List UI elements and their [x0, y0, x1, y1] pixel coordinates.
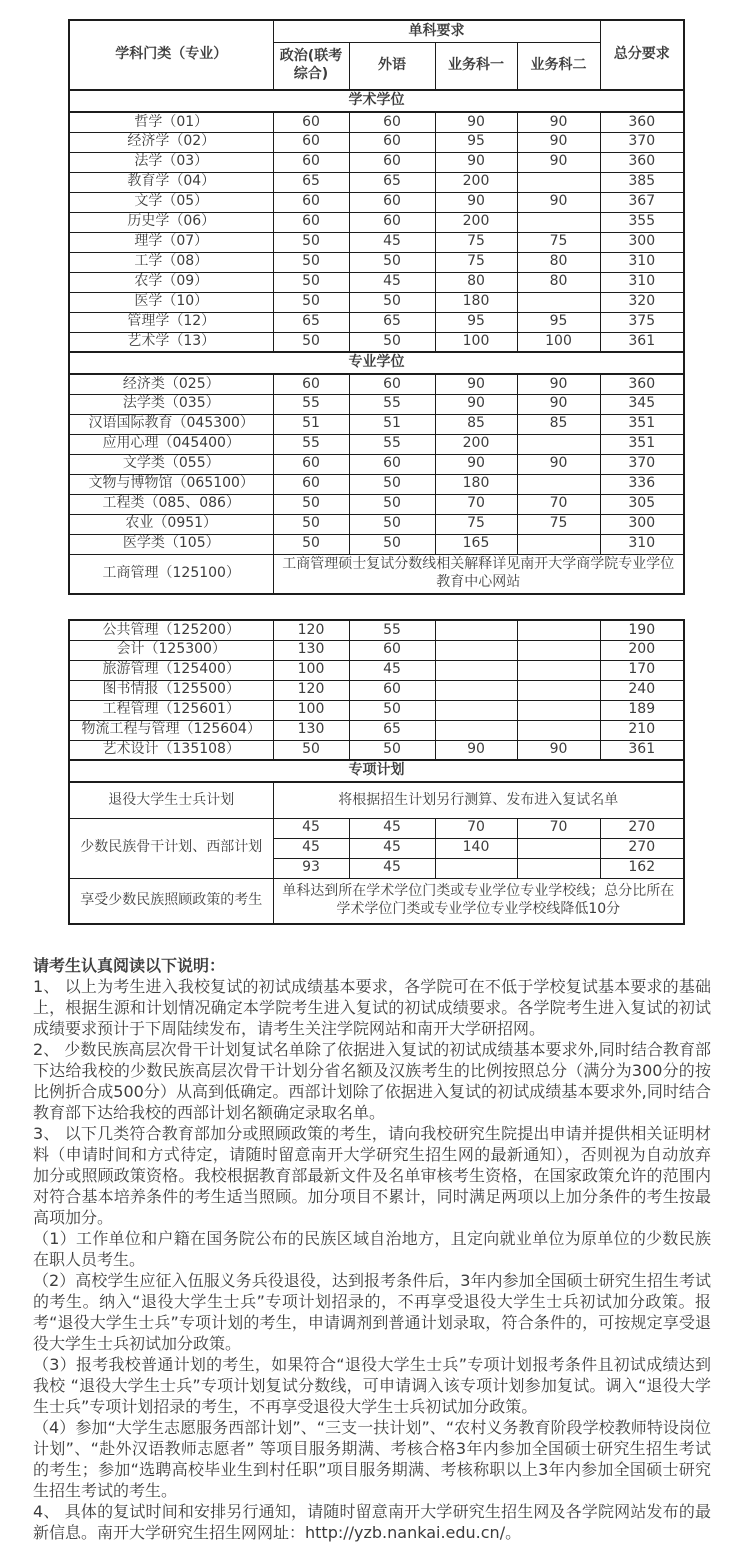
score-cell: 65: [349, 720, 435, 740]
score-cell: [435, 620, 517, 640]
table-row: [69, 394, 684, 414]
section-title: 专项计划: [69, 760, 684, 782]
score-cell: 50: [349, 494, 435, 514]
score-cell: 90: [435, 192, 517, 212]
score-cell: 80: [517, 272, 600, 292]
score-cell: 336: [600, 474, 684, 494]
score-cell: [517, 640, 600, 660]
table-row: [69, 720, 684, 740]
score-cell: 100: [517, 332, 600, 352]
row-label: 文物与博物馆（065100）: [69, 474, 273, 494]
score-cell: 55: [349, 434, 435, 454]
row-label: 理学（07）: [69, 232, 273, 252]
score-cell: 361: [600, 332, 684, 352]
score-cell: 200: [435, 434, 517, 454]
notes-paragraphs: [33, 976, 711, 1543]
row-label: 艺术设计（135108）: [69, 740, 273, 760]
score-cell: 90: [435, 740, 517, 760]
score-cell: [517, 720, 600, 740]
table-row: [69, 252, 684, 272]
score-cell: 85: [435, 414, 517, 434]
score-cell: 85: [517, 414, 600, 434]
col-header-politics: 政治(联考综合): [273, 42, 349, 90]
score-cell: 93: [273, 858, 349, 878]
score-cell: 50: [273, 252, 349, 272]
score-cell: 90: [517, 740, 600, 760]
score-cell: 385: [600, 172, 684, 192]
score-cell: 50: [349, 534, 435, 554]
score-cell: 60: [349, 112, 435, 132]
score-cell: [517, 838, 600, 858]
score-cell: 100: [435, 332, 517, 352]
score-cell: 170: [600, 660, 684, 680]
score-cell: 162: [600, 858, 684, 878]
row-label: 法学（03）: [69, 152, 273, 172]
score-cell: 50: [273, 232, 349, 252]
score-cell: 50: [273, 272, 349, 292]
score-cell: [435, 858, 517, 878]
score-cell: 65: [273, 172, 349, 192]
table-row: [69, 534, 684, 554]
score-cell: 60: [349, 454, 435, 474]
score-cell: 90: [435, 374, 517, 394]
score-cell: 370: [600, 454, 684, 474]
score-cell: 60: [273, 132, 349, 152]
notes-title: 请考生认真阅读以下说明：: [33, 956, 226, 975]
row-label: 工程类（085、086）: [69, 494, 273, 514]
notes-section: [33, 955, 711, 1543]
table-row: [69, 494, 684, 514]
score-cell: 360: [600, 112, 684, 132]
table-row: [69, 878, 684, 924]
score-cell: 360: [600, 374, 684, 394]
section-title: 专业学位: [69, 352, 684, 374]
score-cell: 100: [273, 700, 349, 720]
score-cell: 60: [349, 640, 435, 660]
document-page: [0, 19, 744, 1543]
score-cell: [517, 858, 600, 878]
score-cell: 60: [273, 152, 349, 172]
score-cell: 50: [349, 474, 435, 494]
score-cell: 50: [349, 292, 435, 312]
row-label: 退役大学生士兵计划: [69, 782, 273, 818]
header-row-top: [69, 20, 684, 42]
row-label: 汉语国际教育（045300）: [69, 414, 273, 434]
table-row: [69, 312, 684, 332]
score-cell: 60: [349, 374, 435, 394]
table-row: [69, 700, 684, 720]
score-cell: 45: [349, 838, 435, 858]
row-label: 享受少数民族照顾政策的考生: [69, 878, 273, 924]
score-cell: 50: [349, 514, 435, 534]
score-cell: 55: [349, 394, 435, 414]
score-cell: 45: [349, 232, 435, 252]
score-cell: 60: [273, 474, 349, 494]
table-row: [69, 172, 684, 192]
score-cell: [517, 172, 600, 192]
table-row: [69, 740, 684, 760]
score-cell: 75: [517, 514, 600, 534]
row-label: 图书情报（125500）: [69, 680, 273, 700]
score-cell: 75: [517, 232, 600, 252]
score-cell: [517, 434, 600, 454]
score-cell: 90: [517, 132, 600, 152]
note-paragraph: 1、 以上为考生进入我校复试的初试成绩基本要求，各学院可在不低于学校复试基本要求的基础上，根据生源和计划情况确定本学院考生进入复试的初试成绩要求。各学院考生进入复试的初试成绩要求预计于下周陆续发布，请考生关注学院网站和南开大学研招网。: [33, 977, 711, 1038]
score-cell: 310: [600, 252, 684, 272]
row-label: 艺术学（13）: [69, 332, 273, 352]
score-cell: 70: [435, 494, 517, 514]
score-cell: [517, 212, 600, 232]
table-row: [69, 434, 684, 454]
table-row: [69, 620, 684, 640]
row-label: 少数民族骨干计划、西部计划: [69, 818, 273, 878]
row-label: 旅游管理（125400）: [69, 660, 273, 680]
row-label: 物流工程与管理（125604）: [69, 720, 273, 740]
score-cell: 80: [435, 272, 517, 292]
score-cell: 360: [600, 152, 684, 172]
table-row: [69, 212, 684, 232]
score-cell: 95: [517, 312, 600, 332]
score-cell: 270: [600, 838, 684, 858]
note-paragraph: （4）参加“大学生志愿服务西部计划”、“三支一扶计划”、“农村义务教育阶段学校教师特设岗位计划”、“赴外汉语教师志愿者” 等项目服务期满、考核合格3年内参加全国硕士研究生招生考试的考生；参加“选聘高校毕业生到村任职”项目服务期满、考核称职以上3年内参加全国硕士研究生招生考试的考生。: [33, 1418, 711, 1500]
score-cell: 180: [435, 292, 517, 312]
score-requirements-table: [68, 19, 685, 595]
score-cell: 300: [600, 514, 684, 534]
score-cell: 90: [435, 112, 517, 132]
score-cell: 305: [600, 494, 684, 514]
score-cell: 345: [600, 394, 684, 414]
table-row: [69, 332, 684, 352]
score-cell: 50: [349, 740, 435, 760]
score-cell: 65: [349, 312, 435, 332]
table-row: [69, 152, 684, 172]
row-label: 文学（05）: [69, 192, 273, 212]
score-cell: 70: [435, 818, 517, 838]
score-cell: 180: [435, 474, 517, 494]
note-cell: 将根据招生计划另行测算、发布进入复试名单: [273, 782, 684, 818]
note-paragraph: （2）高校学生应征入伍服义务兵役退役，达到报考条件后，3年内参加全国硕士研究生招生考试的考生。纳入“退役大学生士兵”专项计划招录的，不再享受退役大学生士兵初试加分政策。报考“退役大学生士兵”专项计划的考生，申请调剂到普通计划录取，符合条件的，可按规定享受退役大学生士兵初试加分政策。: [33, 1271, 711, 1353]
row-label: 教育学（04）: [69, 172, 273, 192]
score-cell: 45: [273, 838, 349, 858]
score-cell: 189: [600, 700, 684, 720]
score-cell: 90: [517, 152, 600, 172]
note-paragraph: （3）报考我校普通计划的考生，如果符合“退役大学生士兵”专项计划报考条件且初试成绩达到我校 “退役大学生士兵”专项计划复试分数线，可申请调入该专项计划参加复试。调入“退役大学生士兵”专项计划招录的考生，不再享受退役大学生士兵初试加分政策。: [33, 1355, 711, 1416]
score-cell: 60: [273, 192, 349, 212]
note-cell: 单科达到所在学术学位门类或专业学位专业学校线；总分比所在学术学位门类或专业学位专业学校线降低10分: [273, 878, 684, 924]
table-row: [69, 818, 684, 838]
score-cell: 60: [273, 454, 349, 474]
score-cell: 200: [600, 640, 684, 660]
score-cell: 90: [517, 192, 600, 212]
score-cell: 375: [600, 312, 684, 332]
score-cell: 351: [600, 414, 684, 434]
table-row: [69, 782, 684, 818]
score-cell: 50: [349, 332, 435, 352]
score-cell: 75: [435, 252, 517, 272]
score-cell: [435, 700, 517, 720]
table-row: [69, 374, 684, 394]
row-label: 农业（0951）: [69, 514, 273, 534]
row-label: 医学（10）: [69, 292, 273, 312]
score-cell: [517, 700, 600, 720]
score-cell: 95: [435, 132, 517, 152]
score-cell: 100: [273, 660, 349, 680]
score-cell: [517, 660, 600, 680]
score-cell: 45: [349, 858, 435, 878]
col-header-business1: 业务科一: [435, 42, 517, 90]
score-cell: [517, 680, 600, 700]
score-cell: 90: [517, 112, 600, 132]
table-row: [69, 454, 684, 474]
score-cell: 50: [349, 252, 435, 272]
score-cell: 60: [349, 192, 435, 212]
table-row: [69, 554, 684, 594]
score-cell: 45: [349, 272, 435, 292]
row-label: 医学类（105）: [69, 534, 273, 554]
row-label: 经济学（02）: [69, 132, 273, 152]
score-cell: 130: [273, 720, 349, 740]
col-header-total: 总分要求: [600, 20, 684, 90]
table-row: [69, 132, 684, 152]
section-band: [69, 90, 684, 112]
score-cell: 370: [600, 132, 684, 152]
score-cell: [435, 640, 517, 660]
col-header-single-subject-group: 单科要求: [273, 20, 600, 42]
note-paragraph: （1）工作单位和户籍在国务院公布的民族区域自治地方，且定向就业单位为原单位的少数民族在职人员考生。: [33, 1229, 711, 1269]
note-paragraph: 3、 以下几类符合教育部加分或照顾政策的考生，请向我校研究生院提出申请并提供相关证明材料（申请时间和方式待定，请随时留意南开大学研究生招生网的最新通知），否则视为自动放弃加分或照顾政策资格。我校根据教育部最新文件及名单审核考生资格，在国家政策允许的范围内对符合基本培养条件的考生适当照顾。加分项目不累计，同时满足两项以上加分条件的考生按最高项加分。: [33, 1124, 711, 1227]
table-row: [69, 474, 684, 494]
section-title: 学术学位: [69, 90, 684, 112]
score-cell: 45: [349, 818, 435, 838]
score-cell: 140: [435, 838, 517, 858]
table-row: [69, 680, 684, 700]
table-row: [69, 112, 684, 132]
row-label: 公共管理（125200）: [69, 620, 273, 640]
score-cell: 90: [517, 394, 600, 414]
note-cell: 工商管理硕士复试分数线相关解释详见南开大学商学院专业学位教育中心网站: [273, 554, 684, 594]
row-label: 管理学（12）: [69, 312, 273, 332]
score-cell: 60: [273, 212, 349, 232]
score-cell: 310: [600, 272, 684, 292]
score-cell: 120: [273, 620, 349, 640]
score-cell: 75: [435, 514, 517, 534]
row-label: 应用心理（045400）: [69, 434, 273, 454]
score-cell: 60: [349, 212, 435, 232]
score-cell: 60: [273, 374, 349, 394]
score-cell: 240: [600, 680, 684, 700]
row-label: 工商管理（125100）: [69, 554, 273, 594]
score-cell: 320: [600, 292, 684, 312]
score-cell: 45: [349, 660, 435, 680]
col-header-subject: 学科门类（专业）: [69, 20, 273, 90]
score-cell: 60: [349, 132, 435, 152]
col-header-business2: 业务科二: [517, 42, 600, 90]
table-row: [69, 640, 684, 660]
score-cell: 120: [273, 680, 349, 700]
section-band: [69, 760, 684, 782]
score-cell: 90: [517, 374, 600, 394]
score-cell: 310: [600, 534, 684, 554]
score-cell: 60: [273, 112, 349, 132]
score-cell: 51: [349, 414, 435, 434]
score-cell: 300: [600, 232, 684, 252]
score-cell: [517, 620, 600, 640]
score-cell: 55: [273, 394, 349, 414]
score-cell: [435, 680, 517, 700]
note-paragraph: 4、 具体的复试时间和安排另行通知，请随时留意南开大学研究生招生网及各学院网站发布的最新信息。南开大学研究生招生网网址：http://yzb.nankai.edu.cn/。: [33, 1502, 711, 1542]
table-row: [69, 514, 684, 534]
score-cell: 75: [435, 232, 517, 252]
row-label: 历史学（06）: [69, 212, 273, 232]
score-cell: [435, 720, 517, 740]
table-row: [69, 192, 684, 212]
score-cell: 70: [517, 494, 600, 514]
score-cell: 270: [600, 818, 684, 838]
score-cell: 55: [349, 620, 435, 640]
score-cell: 50: [273, 514, 349, 534]
row-label: 会计（125300）: [69, 640, 273, 660]
score-cell: [517, 292, 600, 312]
table-row: [69, 414, 684, 434]
score-cell: 50: [273, 494, 349, 514]
score-cell: 95: [435, 312, 517, 332]
score-cell: 50: [273, 534, 349, 554]
score-cell: 90: [517, 454, 600, 474]
score-cell: 55: [273, 434, 349, 454]
row-label: 经济类（025）: [69, 374, 273, 394]
score-cell: 210: [600, 720, 684, 740]
score-cell: 51: [273, 414, 349, 434]
table-row: [69, 660, 684, 680]
row-label: 工程管理（125601）: [69, 700, 273, 720]
score-cell: 130: [273, 640, 349, 660]
score-cell: 80: [517, 252, 600, 272]
score-cell: 45: [273, 818, 349, 838]
note-paragraph: 2、 少数民族高层次骨干计划复试名单除了依据进入复试的初试成绩基本要求外,同时结合教育部下达给我校的少数民族高层次骨干计划分省名额及汉族考生的比例按照总分（满分为300分的按比例折合成500分）从高到低确定。西部计划除了依据进入复试的初试成绩基本要求外,同时结合教育部下达给我校的西部计划名额确定录取名单。: [33, 1040, 711, 1122]
table-row: [69, 292, 684, 312]
score-cell: [517, 534, 600, 554]
score-cell: [517, 474, 600, 494]
score-cell: 90: [435, 394, 517, 414]
score-cell: 361: [600, 740, 684, 760]
professional-and-special-plans-table: [68, 619, 685, 925]
row-label: 哲学（01）: [69, 112, 273, 132]
score-cell: 165: [435, 534, 517, 554]
table-row: [69, 272, 684, 292]
score-cell: 200: [435, 172, 517, 192]
score-cell: 355: [600, 212, 684, 232]
score-cell: 70: [517, 818, 600, 838]
score-cell: 351: [600, 434, 684, 454]
score-cell: 190: [600, 620, 684, 640]
score-cell: 60: [349, 680, 435, 700]
row-label: 文学类（055）: [69, 454, 273, 474]
row-label: 法学类（035）: [69, 394, 273, 414]
col-header-foreign-language: 外语: [349, 42, 435, 90]
score-cell: 65: [273, 312, 349, 332]
score-cell: 90: [435, 152, 517, 172]
score-cell: 50: [349, 700, 435, 720]
score-cell: 50: [273, 332, 349, 352]
score-cell: [435, 660, 517, 680]
table-row: [69, 232, 684, 252]
score-cell: 90: [435, 454, 517, 474]
row-label: 工学（08）: [69, 252, 273, 272]
row-label: 农学（09）: [69, 272, 273, 292]
section-band: [69, 352, 684, 374]
score-cell: 60: [349, 152, 435, 172]
score-cell: 50: [273, 740, 349, 760]
score-cell: 65: [349, 172, 435, 192]
score-cell: 367: [600, 192, 684, 212]
score-cell: 200: [435, 212, 517, 232]
score-cell: 50: [273, 292, 349, 312]
